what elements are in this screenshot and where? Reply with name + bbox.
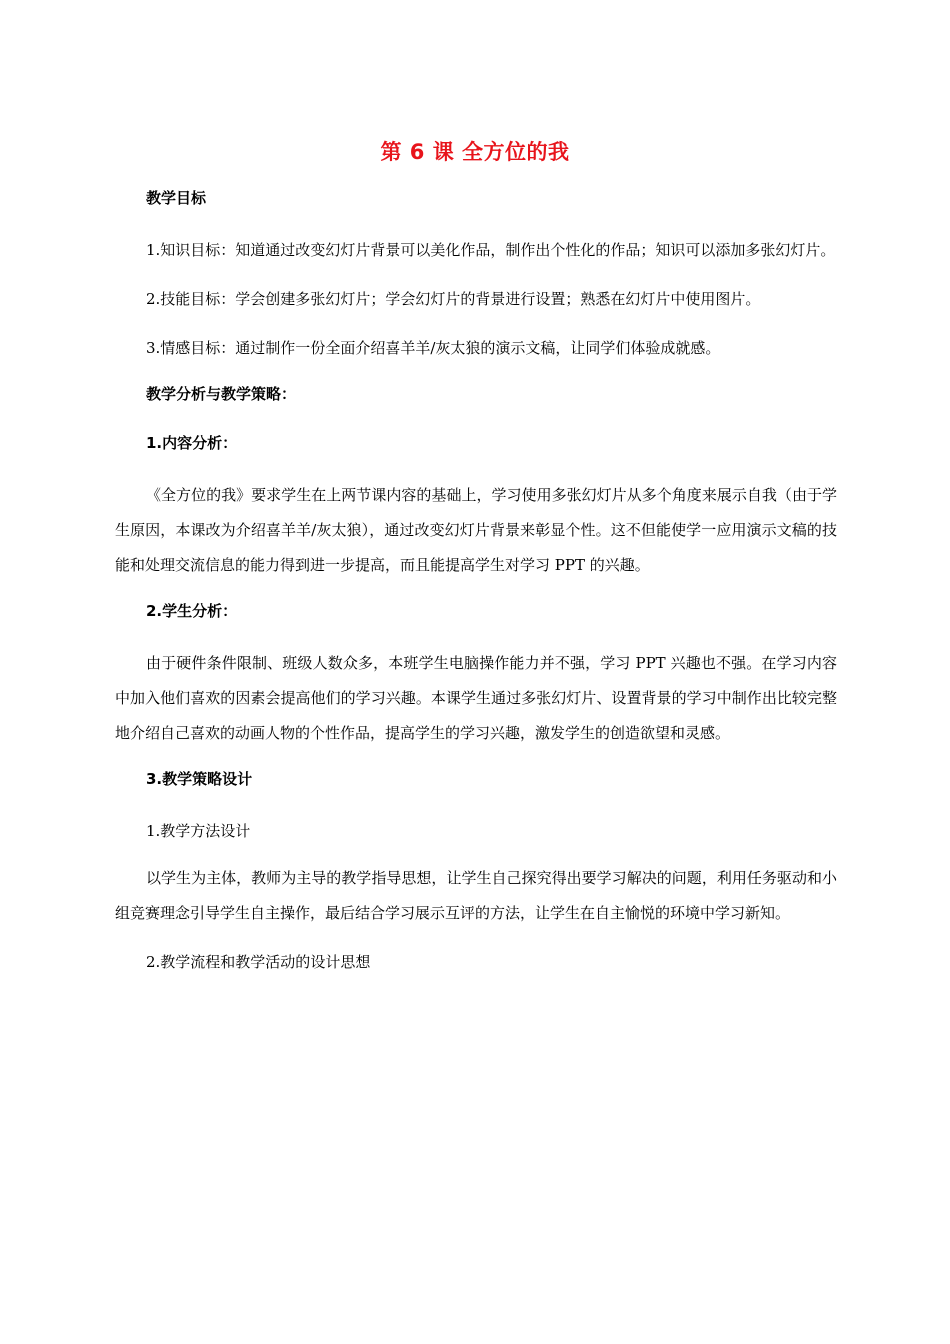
content-analysis-text: 《全方位的我》要求学生在上两节课内容的基础上，学习使用多张幻灯片从多个角度来展示自我（由于学生原因，本课改为介绍喜羊羊/灰太狼），通过改变幻灯片背景来彰显个性。这不但能使学一应用演示文稿的技能和处理交流信息的能力得到进一步提高，而且能提高学生对学习 PPT 的兴趣。 bbox=[115, 486, 837, 574]
goal-emotion: 3.情感目标：通过制作一份全面介绍喜羊羊/灰太狼的演示文稿，让同学们体验成就感。 bbox=[146, 339, 721, 357]
page-title: 第 6 课 全方位的我 bbox=[380, 140, 570, 164]
method-design-text: 以学生为主体，教师为主导的教学指导思想，让学生自己探究得出要学习解决的问题，利用任务驱动和小组竞赛理念引导学生自主操作，最后结合学习展示互评的方法，让学生在自主愉悦的环境中学习新知。 bbox=[115, 869, 837, 922]
section-heading-analysis: 教学分析与教学策略： bbox=[146, 385, 297, 403]
student-analysis-text: 由于硬件条件限制、班级人数众多，本班学生电脑操作能力并不强，学习 PPT 兴趣也不强。在学习内容中加入他们喜欢的因素会提高他们的学习兴趣。本课学生通过多张幻灯片、设置背景的学习中制作出比较完整地介绍自己喜欢的动画人物的个性作品，提高学生的学习兴趣，激发学生的创造欲望和灵感。 bbox=[115, 654, 837, 742]
flow-design-title: 2.教学流程和教学活动的设计思想 bbox=[146, 953, 371, 971]
section-heading-strategy: 3.教学策略设计 bbox=[146, 770, 253, 788]
section-heading-goals: 教学目标 bbox=[146, 189, 207, 207]
document-body bbox=[115, 184, 837, 994]
section-heading-content: 1.内容分析： bbox=[146, 434, 238, 452]
method-design-title: 1.教学方法设计 bbox=[146, 822, 251, 840]
section-heading-student: 2.学生分析： bbox=[146, 602, 238, 620]
goal-knowledge: 1.知识目标：知道通过改变幻灯片背景可以美化作品，制作出个性化的作品；知识可以添加多张幻灯片。 bbox=[146, 241, 836, 259]
goal-skill: 2.技能目标：学会创建多张幻灯片；学会幻灯片的背景进行设置；熟悉在幻灯片中使用图片。 bbox=[146, 290, 761, 308]
